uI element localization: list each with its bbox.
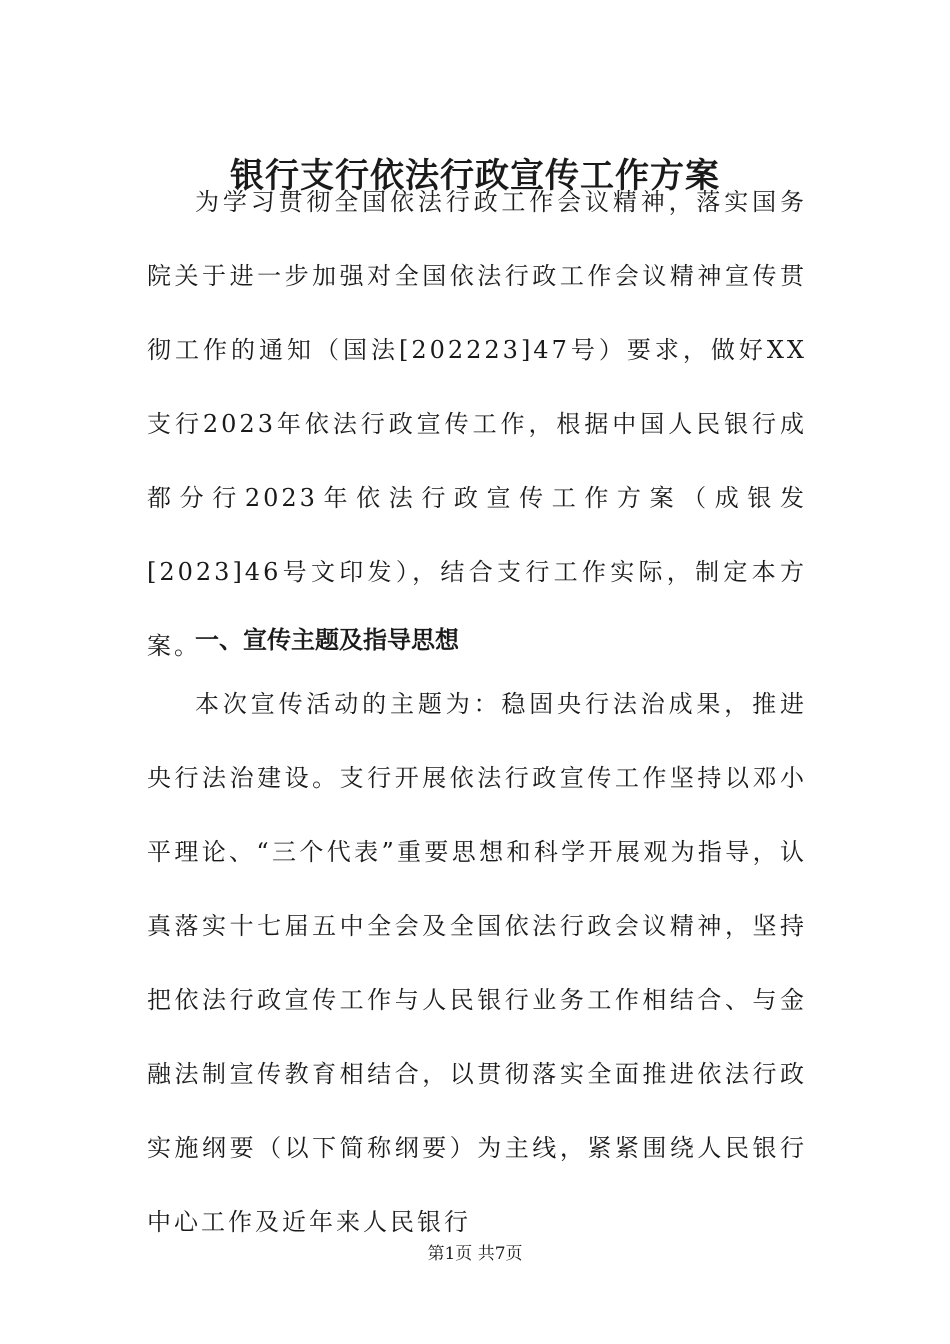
body-paragraph-theme: 本次宣传活动的主题为：稳固央行法治成果，推进央行法治建设。支行开展依法行政宣传工作坚持以邓小平理论、“三个代表”重要思想和科学开展观为指导，认真落实十七届五中全会及全国依法行政会议精神，坚持把依法行政宣传工作与人民银行业务工作相结合、与金融法制宣传教育相结合，以贯彻落实全面推进依法行政实施纲要（以下简称纲要）为主线，紧紧围绕人民银行中心工作及近年来人民银行 — [147, 690, 807, 1236]
page-footer: 第1页 共7页 — [427, 1244, 523, 1264]
document-title: 银行支行依法行政宣传工作方案 — [230, 155, 720, 196]
section-heading-theme: 一、宣传主题及指导思想 — [195, 626, 459, 654]
body-paragraph-intro: 为学习贯彻全国依法行政工作会议精神，落实国务院关于进一步加强对全国依法行政工作会议精神宣传贯彻工作的通知（国法[202223]47号）要求，做好XX支行2023年依法行政宣传工作，根据中国人民银行成都分行2023年依法行政宣传工作方案（成银发[2023]46号文印发），结合支行工作实际，制定本方案。 — [147, 188, 807, 660]
